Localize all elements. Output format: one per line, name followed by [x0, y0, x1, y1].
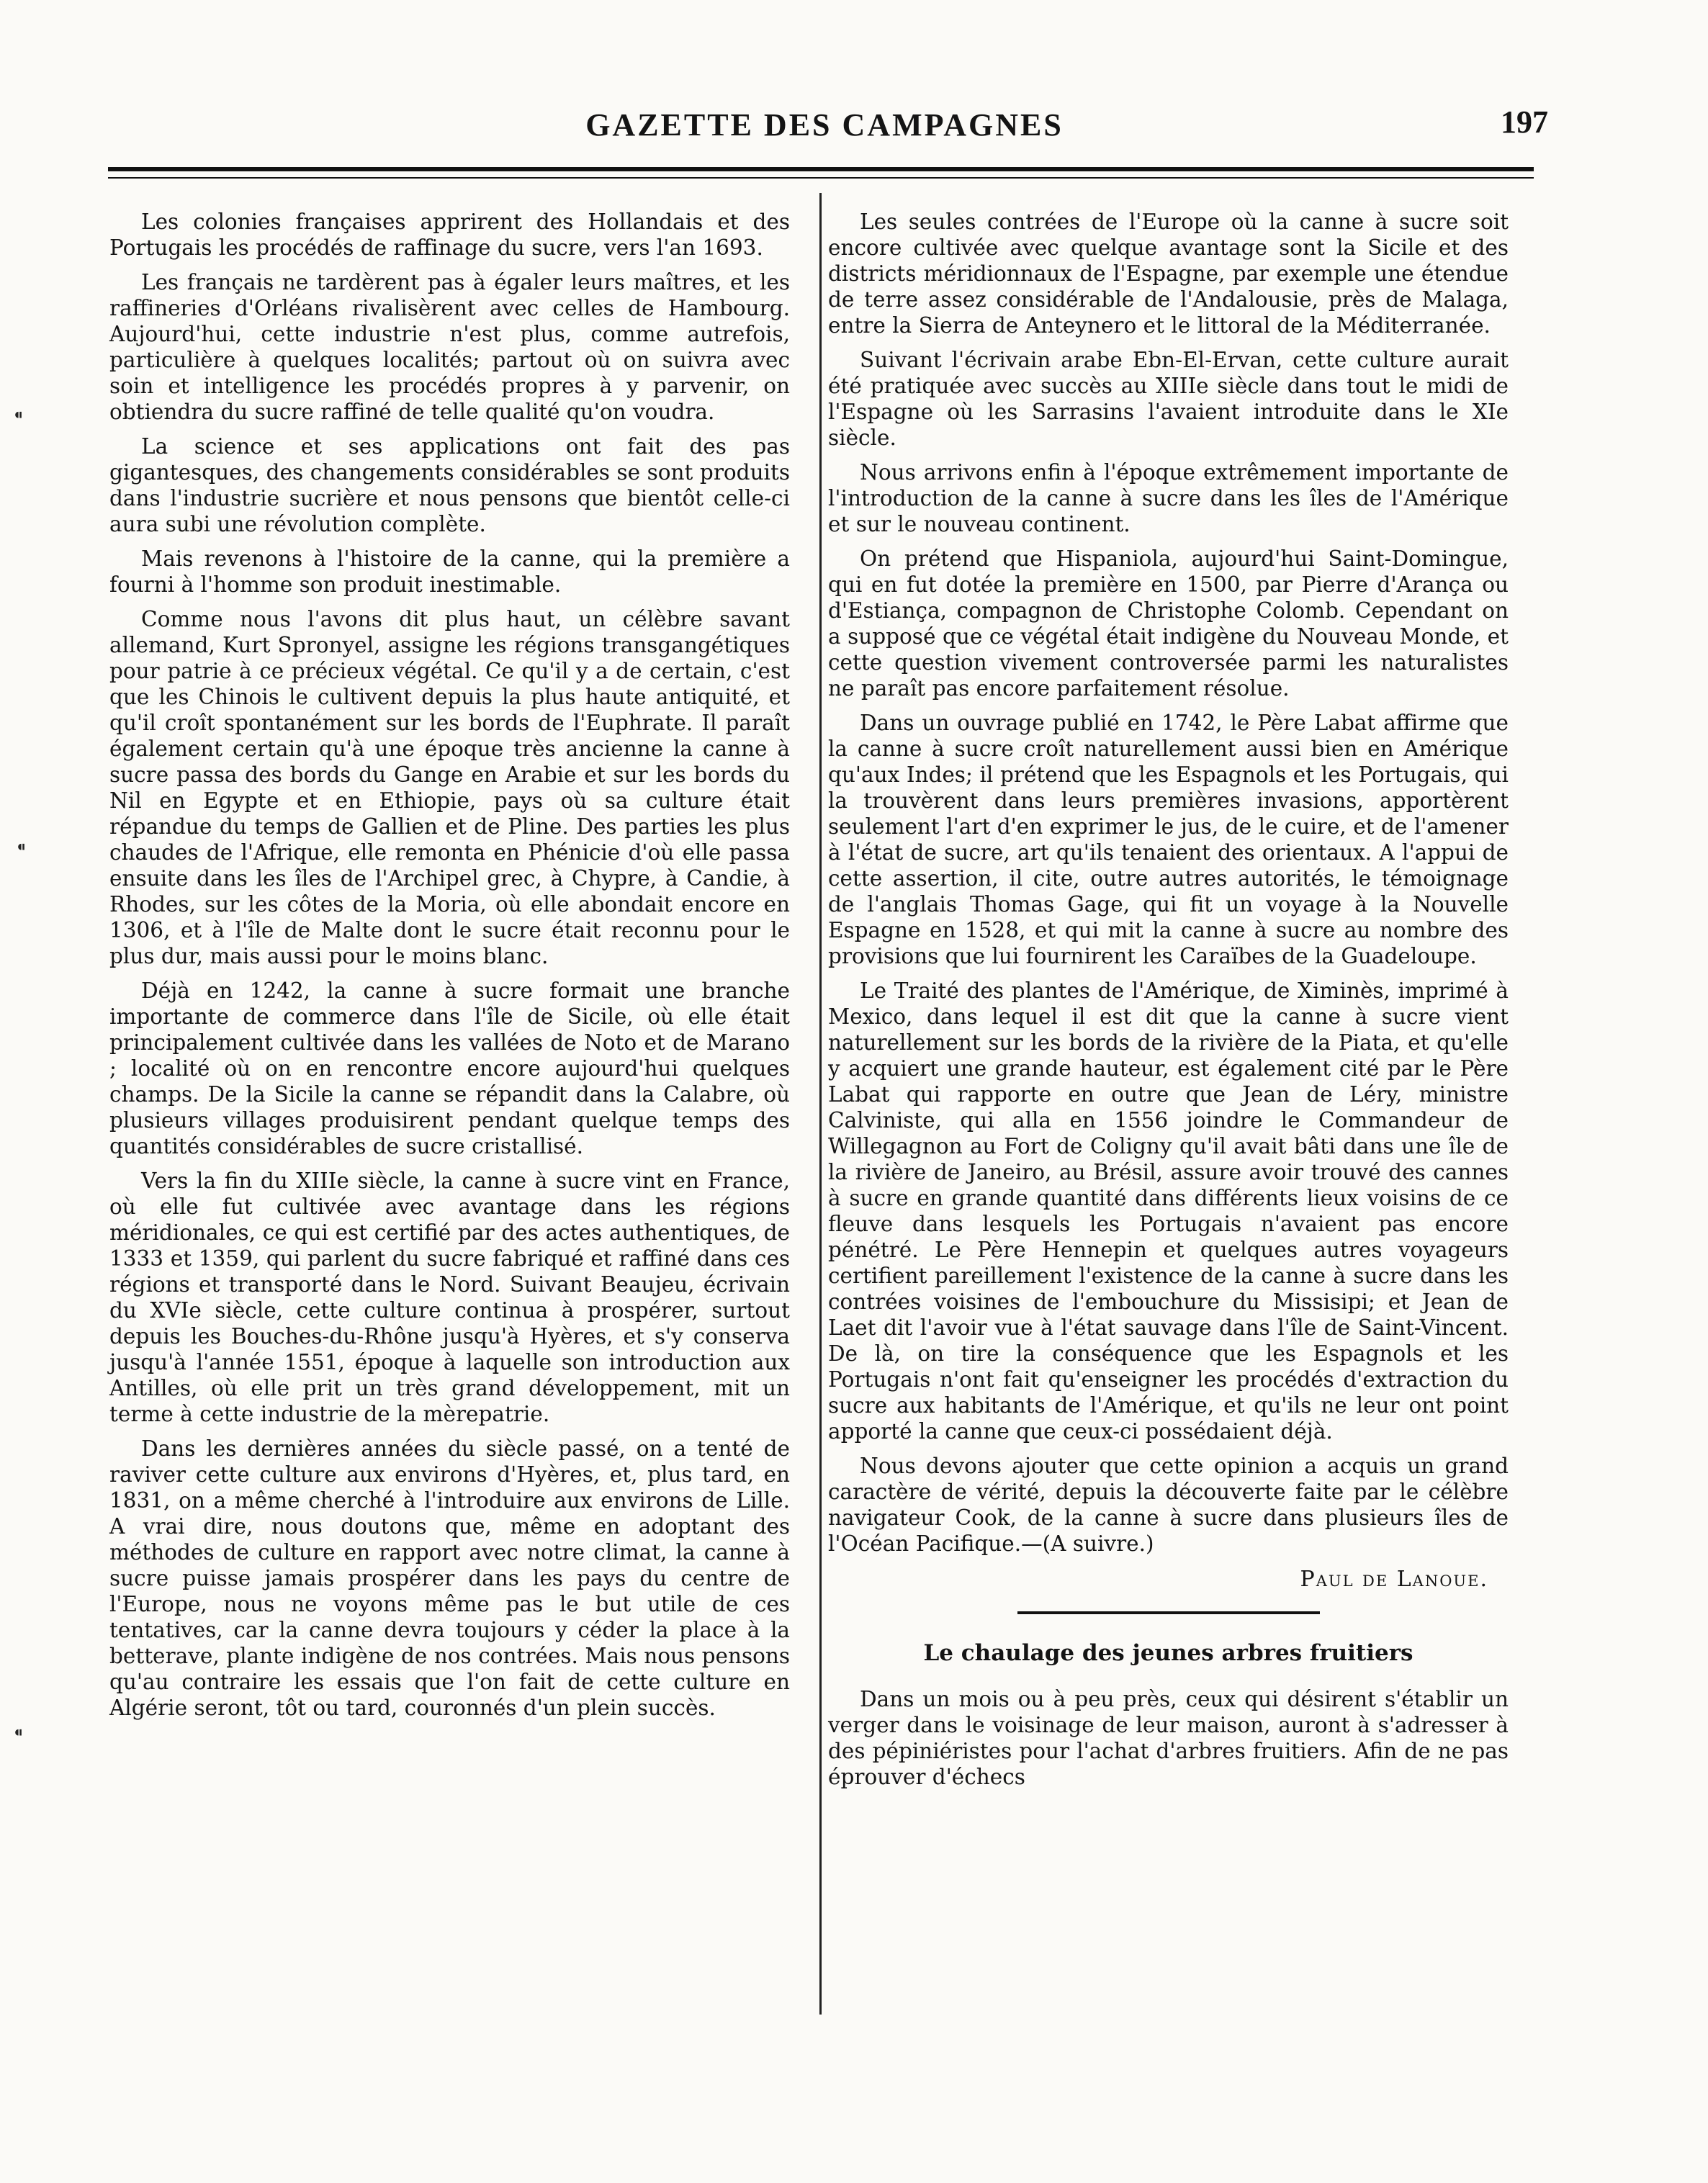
paragraph: Dans un mois ou à peu près, ceux qui désirent s'établir un verger dans le voisinage de leur maison, auront à s'adresser à des pépiniéristes pour l'achat d'arbres fruitiers. Afin de ne pas éprouver d'échecs — [828, 1687, 1509, 1789]
header-rule-thick — [108, 167, 1534, 171]
paragraph: Les français ne tardèrent pas à égaler leurs maîtres, et les raffineries d'Orléans rivalisèrent avec celles de Hambourg. Aujourd'hui, cette industrie n'est plus, comme autrefois, particulière à quelques localités; partout où on suivra avec soin et intelligence les procédés propres à y parvenir, on obtiendra du sucre raffiné de telle qualité qu'on voudra. — [109, 270, 790, 424]
right-column — [828, 209, 1509, 1799]
header-rule-thin — [108, 177, 1534, 179]
paragraph: Comme nous l'avons dit plus haut, un célèbre savant allemand, Kurt Spronyel, assigne les régions transgangétiques pour patrie à ce précieux végétal. Ce qu'il y a de certain, c'est que les Chinois le cultivent depuis la plus haute antiquité, et qu'il croît spontanément sur les bords de l'Euphrate. Il paraît également certain qu'à une époque très ancienne la canne à sucre passa des bords du Gange en Arabie et sur les bords du Nil en Egypte et en Ethiopie, pays où sa culture était répandue du temps de Gallien et de Pline. Des parties les plus chaudes de l'Afrique, elle remonta en Phénicie d'où elle passa ensuite dans les îles de l'Archipel grec, à Chypre, à Candie, à Rhodes, sur les côtes de la Moria, où elle abondait encore en 1306, et à l'île de Malte dont le sucre était reconnu pour le plus dur, mais aussi pour le moins blanc. — [109, 607, 790, 968]
margin-mark: ⁌ — [13, 1721, 24, 1746]
column-separator — [819, 193, 822, 2015]
paragraph: Déjà en 1242, la canne à sucre formait une branche importante de commerce dans l'île de Sicile, où elle était principalement cultivée dans les vallées de Noto et de Marano ; localité où on en rencontre encore aujourd'hui quelques champs. De la Sicile la canne se répandit dans la Calabre, où plusieurs villages produisirent pendant quelque temps des quantités considérables de sucre cristallisé. — [109, 978, 790, 1158]
paragraph: Nous arrivons enfin à l'époque extrêmement importante de l'introduction de la canne à sucre dans les îles de l'Amérique et sur le nouveau continent. — [828, 460, 1509, 536]
paragraph: Mais revenons à l'histoire de la canne, qui la première a fourni à l'homme son produit inestimable. — [109, 546, 790, 597]
section-divider — [1017, 1611, 1320, 1614]
paragraph: Les colonies françaises apprirent des Hollandais et des Portugais les procédés de raffinage du sucre, vers l'an 1693. — [109, 210, 790, 260]
left-column — [109, 209, 790, 1729]
page-header — [101, 101, 1548, 151]
paragraph: Les seules contrées de l'Europe où la canne à sucre soit encore cultivée avec quelque avantage sont la Sicile et des districts méridionnaux de l'Espagne, par exemple une étendue de terre assez considérable de l'Andalousie, près de Malaga, entre la Sierra de Anteynero et le littoral de la Méditerranée. — [828, 210, 1509, 338]
paragraph: Dans un ouvrage publié en 1742, le Père Labat affirme que la canne à sucre croît naturellement aussi bien en Amérique qu'aux Indes; il prétend que les Espagnols et les Portugais, qui la trouvèrent dans leurs premières invasions, apportèrent seulement l'art d'en exprimer le jus, de le cuire, et de l'amener à l'état de sucre, art qu'ils tenaient des orientaux. A l'appui de cette assertion, il cite, outre autres autorités, le témoignage de l'anglais Thomas Gage, qui fit un voyage à la Nouvelle Espagne en 1528, et qui mit la canne à sucre au nombre des provisions que lui fournirent les Caraïbes de la Guadeloupe. — [828, 711, 1509, 968]
margin-mark: ⁌ — [13, 403, 24, 428]
paragraph: Suivant l'écrivain arabe Ebn-El-Ervan, cette culture aurait été pratiquée avec succès au XIIIe siècle dans tout le midi de l'Espagne où les Sarrasins l'avaient introduite dans le XIe siècle. — [828, 348, 1509, 450]
author-signature: Paul de Lanoue. — [1300, 1567, 1488, 1592]
masthead-title: GAZETTE DES CAMPAGNES — [585, 107, 1064, 143]
paragraph: La science et ses applications ont fait des pas gigantesques, des changements considérables se sont produits dans l'industrie sucrière et nous pensons que bientôt celle-ci aura subi une révolution complète. — [109, 434, 790, 536]
margin-mark: ⁌ — [16, 835, 27, 860]
page-number: 197 — [1501, 104, 1548, 140]
paragraph: Le Traité des plantes de l'Amérique, de Ximinès, imprimé à Mexico, dans lequel il est dit que la canne à sucre vient naturellement sur les bords de la rivière de la Piata, et qu'elle y acquiert une grande hauteur, est également cité par le Père Labat qui rapporte en outre que Jean de Léry, ministre Calviniste, qui alla en 1556 joindre le Commandeur de Willegagnon au Fort de Coligny qu'il avait bâti dans une île de la rivière de Janeiro, au Brésil, assure avoir trouvé des cannes à sucre en grande quantité dans différents lieux voisins de ce fleuve dans lesquels les Portugais n'avaient pas encore pénétré. Le Père Hennepin et quelques autres voyageurs certifient pareillement l'existence de la canne à sucre dans les contrées voisines de l'embouchure du Missisipi; et Jean de Laet dit l'avoir vue à l'état sauvage dans l'île de Saint-Vincent. De là, on tire la conséquence que les Espagnols et les Portugais n'ont fait qu'enseigner les procédés d'extraction du sucre aux habitants de l'Amérique, et qu'ils ne leur ont point apporté la canne que ceux-ci possédaient déjà. — [828, 978, 1509, 1444]
paragraph: On prétend que Hispaniola, aujourd'hui Saint-Domingue, qui en fut dotée la première en 1500, par Pierre d'Arança ou d'Estiança, compagnon de Christophe Colomb. Cependant on a supposé que ce végétal était indigène du Nouveau Monde, et cette question vivement controversée parmi les naturalistes ne paraît pas encore parfaitement résolue. — [828, 546, 1509, 701]
section-heading: Le chaulage des jeunes arbres fruitiers — [923, 1640, 1413, 1666]
paragraph: Vers la fin du XIIIe siècle, la canne à sucre vint en France, où elle fut cultivée avec avantage dans les régions méridionales, ce qui est certifié par des actes authentiques, de 1333 et 1359, qui parlent du sucre fabriqué et raffiné dans ces régions et transporté dans le Nord. Suivant Beaujeu, écrivain du XVIe siècle, cette culture continua à prospérer, surtout depuis les Bouches-du-Rhône jusqu'à Hyères, et s'y conserva jusqu'à l'année 1551, époque à laquelle son introduction aux Antilles, où elle prit un très grand développement, mit un terme à cette industrie de la mèrepatrie. — [109, 1169, 790, 1426]
paragraph: Nous devons ajouter que cette opinion a acquis un grand caractère de vérité, depuis la découverte faite par le célèbre navigateur Cook, de la canne à sucre dans plusieurs îles de l'Océan Pacifique.—(A suivre.) — [828, 1454, 1509, 1556]
paragraph: Dans les dernières années du siècle passé, on a tenté de raviver cette culture aux environs d'Hyères, et, plus tard, en 1831, on a même cherché à l'introduire aux environs de Lille. A vrai dire, nous doutons que, même en adoptant des méthodes de culture en rapport avec notre climat, la canne à sucre puisse jamais prospérer dans les pays du centre de l'Europe, nous ne voyons même pas le but utile de ces tentatives, car la canne devra toujours y céder la place à la betterave, plante indigène de nos contrées. Mais nous pensons qu'au contraire les essais que l'on fait de cette culture en Algérie seront, tôt ou tard, couronnés d'un plein succès. — [109, 1436, 790, 1720]
